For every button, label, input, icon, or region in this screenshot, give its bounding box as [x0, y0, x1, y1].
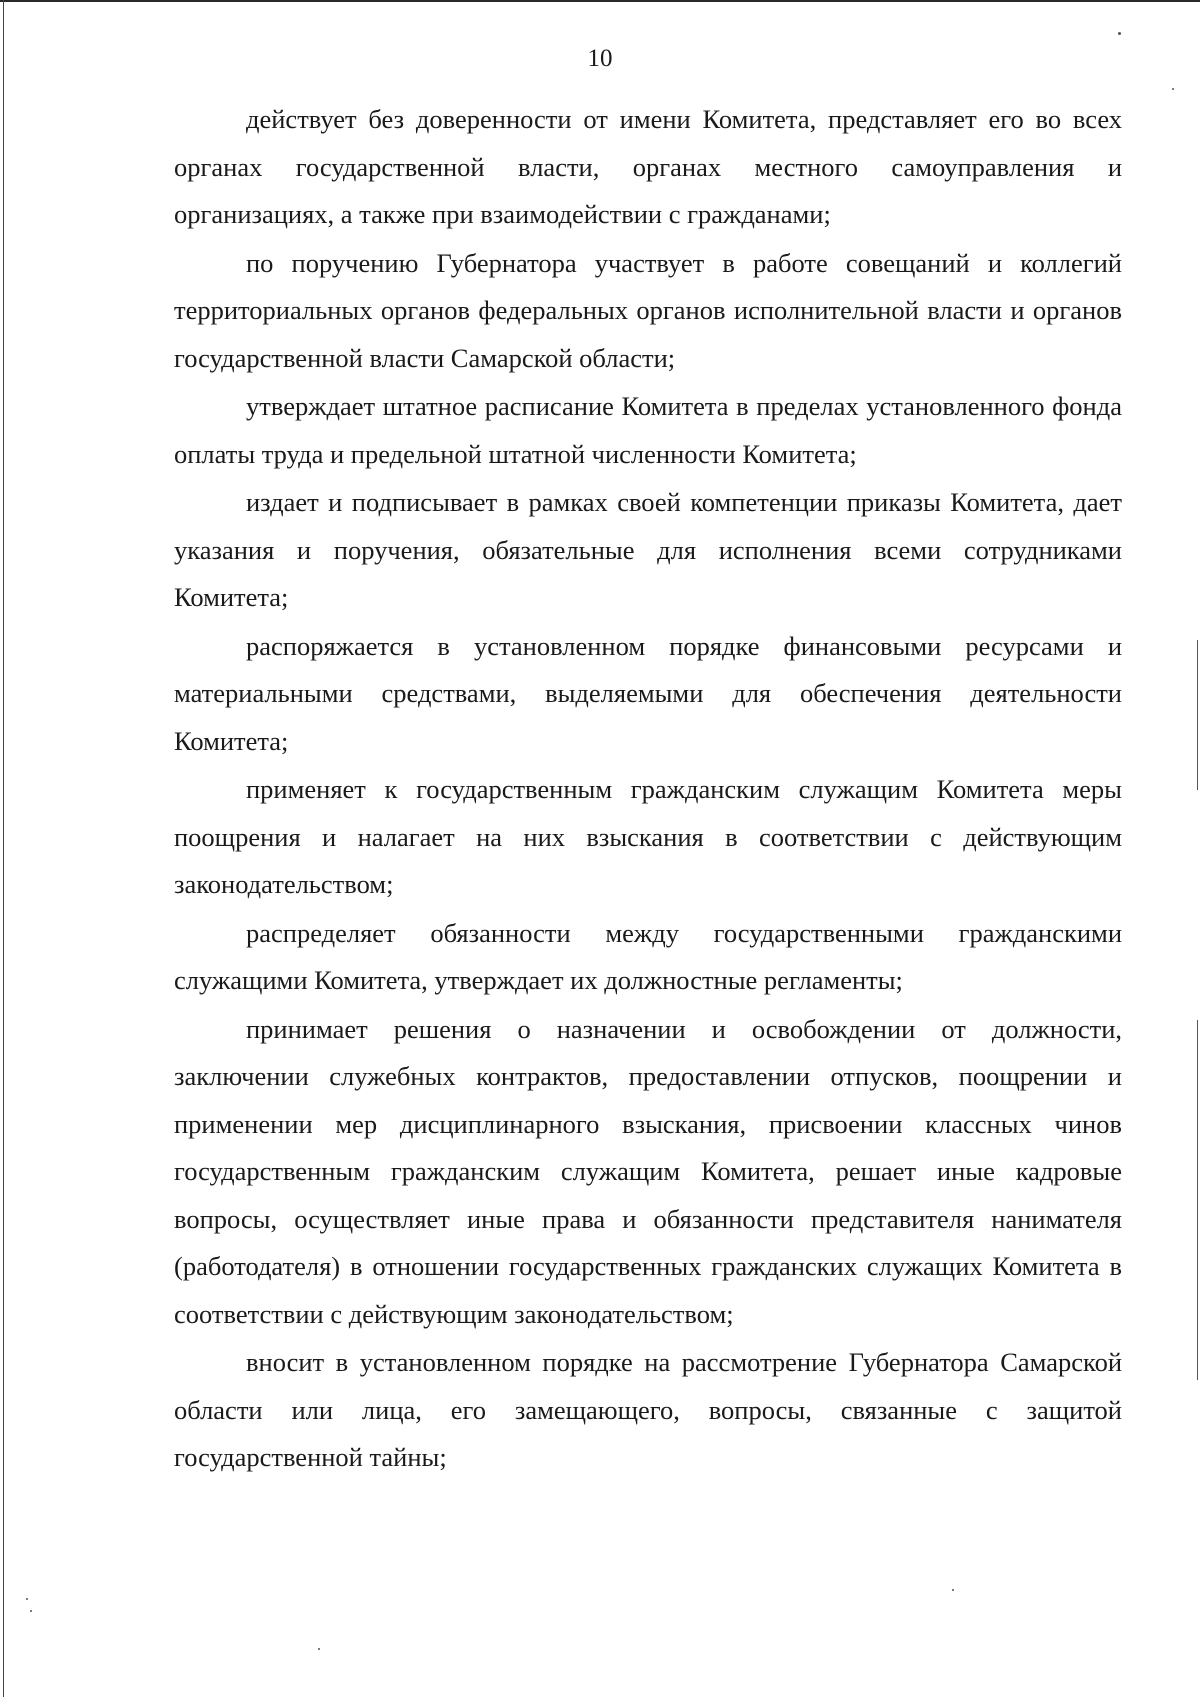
- scan-left-border: [3, 0, 4, 1697]
- paragraph: применяет к государственным гражданским служащим Комитета меры поощрения и налагает на них взыскания в соответствии с действующим законодательством;: [174, 774, 1122, 899]
- paragraph: действует без доверенности от имени Комитета, представляет его во всех органах государственной власти, органах местного самоуправления и организациях, а также при взаимодействии с гражданами;: [174, 104, 1122, 229]
- scan-speck: [30, 1610, 32, 1612]
- scan-right-border: [1197, 1020, 1198, 1380]
- paragraph: по поручению Губернатора участвует в работе совещаний и коллегий территориальных органов федеральных органов исполнительной власти и органов государственной власти Самарской области;: [174, 247, 1122, 373]
- scan-right-border: [1197, 640, 1198, 790]
- paragraph: распределяет обязанности между государственными гражданскими служащими Комитета, утверждает их должностные регламенты;: [174, 917, 1122, 995]
- paragraph: вносит в установленном порядке на рассмотрение Губернатора Самарской области или лица, его замещающего, вопросы, связанные с защитой государственной тайны;: [174, 1347, 1122, 1472]
- scan-speck: [26, 1598, 28, 1600]
- paragraph: распоряжается в установленном порядке финансовыми ресурсами и материальными средствами, выделяемыми для обеспечения деятельности Комитета;: [174, 630, 1122, 756]
- scan-speck: [1118, 32, 1121, 35]
- page-number: 10: [587, 45, 613, 72]
- document-body: [174, 96, 1122, 1483]
- scan-speck: [318, 1648, 320, 1650]
- scan-speck: [1172, 88, 1174, 90]
- paragraph: утверждает штатное расписание Комитета в пределах установленного фонда оплаты труда и предельной штатной численности Комитета;: [174, 391, 1122, 469]
- paragraph: принимает решения о назначении и освобождении от должности, заключении служебных контрактов, предоставлении отпусков, поощрении и применении мер дисциплинарного взыскания, присвоении классных чинов государственным гражданским служащим Комитета, решает иные кадровые вопросы, осуществляет иные права и обязанности представителя нанимателя (работодателя) в отношении государственных гражданских служащих Комитета в соответствии с действующим законодательством;: [174, 1013, 1122, 1329]
- scan-top-border: [0, 0, 1200, 2]
- scan-speck: [952, 1589, 954, 1591]
- paragraph: издает и подписывает в рамках своей компетенции приказы Комитета, дает указания и поручения, обязательные для исполнения всеми сотрудниками Комитета;: [174, 487, 1122, 612]
